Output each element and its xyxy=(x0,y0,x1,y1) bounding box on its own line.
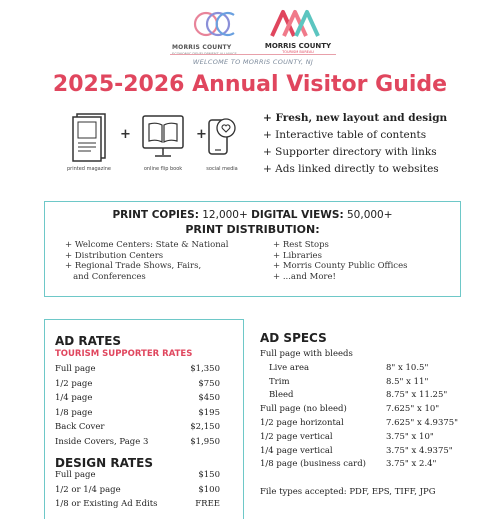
spec-label: 1/8 page (business card) xyxy=(260,459,366,470)
rate-value: $2,150 xyxy=(190,422,220,432)
distribution-list-left xyxy=(65,240,265,282)
feature-list xyxy=(263,110,493,178)
mountains-icon xyxy=(270,8,320,38)
design-rates-list xyxy=(55,468,220,512)
mc-monogram-icon xyxy=(194,10,238,38)
spec-label: 1/4 page vertical xyxy=(260,445,333,456)
supporter-rates-subtitle: TOURISM SUPPORTER RATES xyxy=(55,349,193,359)
left-logo-line1: MORRIS COUNTY xyxy=(172,44,232,51)
phone-heart-icon xyxy=(207,112,237,162)
spec-value: 7.625" x 4.9375" xyxy=(386,417,459,428)
spec-label: Bleed xyxy=(269,390,294,401)
spec-label: 1/2 page horizontal xyxy=(260,417,344,428)
ad-specs-list xyxy=(260,348,460,472)
table-row xyxy=(55,362,220,377)
rate-value: $195 xyxy=(198,407,220,418)
product-label: social media xyxy=(206,166,238,172)
product-label: printed magazine xyxy=(66,166,112,172)
rate-value: $750 xyxy=(198,378,220,389)
spec-row xyxy=(260,348,460,362)
header-divider xyxy=(170,54,336,55)
distribution-box xyxy=(44,201,461,297)
tourism-bureau-logo xyxy=(258,8,338,60)
magazine-icon xyxy=(71,112,107,162)
product-flip-book xyxy=(134,114,192,172)
rate-label: Full page xyxy=(55,470,96,480)
ad-specs-title: AD SPECS xyxy=(260,331,327,345)
page-title: 2025-2026 Annual Visitor Guide xyxy=(52,72,448,97)
spec-label: Full page (no bleed) xyxy=(260,404,347,415)
list-item: + Regional Trade Shows, Fairs, xyxy=(65,261,202,271)
ad-rates-list xyxy=(55,362,220,449)
spec-label: Full page with bleeds xyxy=(260,349,353,359)
spec-row xyxy=(260,417,460,431)
spec-row xyxy=(260,445,460,459)
table-row xyxy=(55,468,220,483)
rate-label: Full page xyxy=(55,364,96,374)
plus-icon: + xyxy=(120,127,131,142)
print-copies-label: PRINT COPIES: xyxy=(112,209,199,221)
tagline: WELCOME TO MORRIS COUNTY, NJ xyxy=(192,58,314,66)
ad-rates-title: AD RATES xyxy=(55,334,122,348)
feature-item: + Fresh, new layout and design xyxy=(263,112,448,124)
rate-value: FREE xyxy=(195,499,220,509)
digital-views-label: DIGITAL VIEWS: xyxy=(251,209,344,221)
spec-value: 7.625" x 10" xyxy=(386,404,440,415)
digital-views-value: 50,000+ xyxy=(343,209,393,221)
distribution-title: PRINT DISTRIBUTION: xyxy=(185,223,320,236)
list-item: + ...and More! xyxy=(273,271,336,282)
rate-value: $1,950 xyxy=(190,436,220,447)
print-copies-value: 12,000+ xyxy=(198,209,252,221)
table-row xyxy=(55,435,220,450)
spec-row xyxy=(260,403,460,417)
spec-row xyxy=(260,376,460,390)
distribution-list-right xyxy=(273,240,453,282)
rate-value: $450 xyxy=(198,393,220,403)
spec-value: 3.75" x 10" xyxy=(386,431,434,442)
spec-label: 1/2 page vertical xyxy=(260,431,333,442)
rate-value: $1,350 xyxy=(190,364,220,374)
spec-row xyxy=(260,362,460,376)
product-label: online flip book xyxy=(143,166,183,172)
spec-value: 3.75" x 4.9375" xyxy=(386,445,453,456)
rate-label: 1/2 page xyxy=(55,378,93,389)
spec-row xyxy=(260,431,460,445)
feature-item: + Ads linked directly to websites xyxy=(263,163,439,175)
rate-label: 1/2 or 1/4 page xyxy=(55,484,121,495)
spec-value: 3.75" x 2.4" xyxy=(386,459,437,470)
rate-label: Inside Covers, Page 3 xyxy=(55,436,149,447)
table-row xyxy=(55,377,220,392)
monitor-book-icon xyxy=(141,114,185,162)
rate-value: $100 xyxy=(198,484,220,495)
product-printed-magazine xyxy=(64,112,114,172)
table-row xyxy=(55,420,220,435)
right-logo-line1: MORRIS COUNTY xyxy=(264,42,332,50)
rate-label: 1/8 page xyxy=(55,407,93,418)
list-item: + Rest Stops xyxy=(273,240,329,250)
list-item: + Distribution Centers xyxy=(65,250,164,261)
right-logo-line2: TOURISM BUREAU xyxy=(282,50,314,54)
table-row xyxy=(55,483,220,498)
table-row xyxy=(55,391,220,406)
feature-item: + Supporter directory with links xyxy=(263,146,437,158)
plus-icon: + xyxy=(196,127,207,142)
spec-value: 8.5" x 11" xyxy=(386,376,429,387)
file-types-note: File types accepted: PDF, EPS, TIFF, JPG xyxy=(260,487,436,497)
spec-value: 8.75" x 11.25" xyxy=(386,390,448,401)
rate-label: Back Cover xyxy=(55,422,105,432)
spec-row xyxy=(260,389,460,403)
rate-label: 1/8 or Existing Ad Edits xyxy=(55,499,158,509)
rate-value: $150 xyxy=(198,470,220,480)
list-item: + Welcome Centers: State & National xyxy=(65,240,229,250)
table-row xyxy=(55,406,220,421)
spec-value: 8" x 10.5" xyxy=(386,362,429,373)
design-rates-title: DESIGN RATES xyxy=(55,456,153,470)
feature-item: + Interactive table of contents xyxy=(263,129,427,141)
table-row xyxy=(55,497,220,512)
list-item: + Morris County Public Offices xyxy=(273,261,408,271)
list-item: and Conferences xyxy=(65,271,146,282)
spec-label: Live area xyxy=(269,362,310,373)
list-item: + Libraries xyxy=(273,250,322,261)
copies-line xyxy=(45,209,460,221)
spec-label: Trim xyxy=(269,376,290,387)
rate-label: 1/4 page xyxy=(55,393,93,403)
spec-row xyxy=(260,458,460,472)
product-social-media xyxy=(200,112,244,172)
